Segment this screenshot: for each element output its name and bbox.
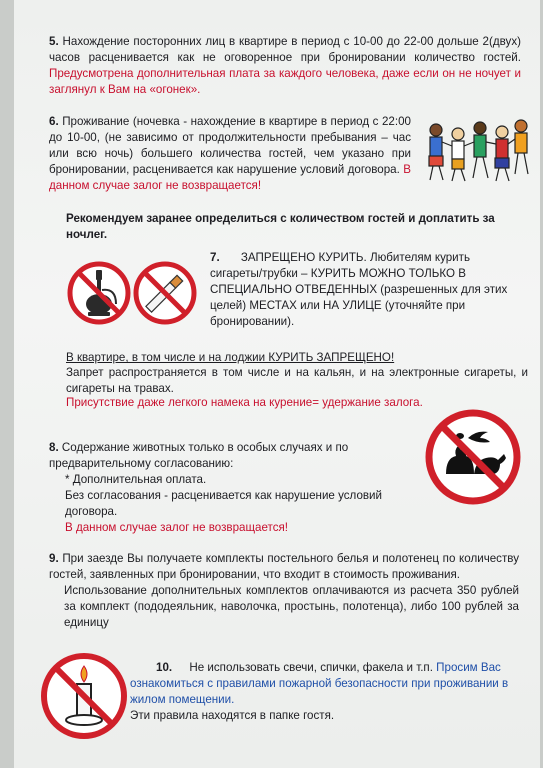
rules-page [14, 0, 540, 768]
rule-7-extra: Запрет распространяется в том числе и на кальян, и на электронные сигареты, и сигареты на травах. [66, 366, 528, 395]
no-candles-icon [40, 652, 128, 740]
rule-warning: В данном случае залог не возвращается! [49, 163, 411, 192]
rule-text: При заезде Вы получаете комплекты постельного белья и полотенец по количеству гостей, заявленных при бронировании, что входит в стоимость проживания. [49, 552, 519, 581]
rule-6-recommendation: Рекомендуем заранее определиться с количеством гостей и доплатить за ночлег. [66, 212, 495, 241]
rule-text: Не использовать свечи, спички, факела и т.п. [189, 661, 433, 674]
rule-10 [130, 660, 530, 724]
rule-6 [49, 114, 411, 194]
rule-10-location: Эти правила находятся в папке гостя. [130, 709, 335, 722]
rule-5 [49, 34, 521, 98]
rule-8 [49, 440, 419, 536]
rule-8-violation: Без согласования - расценивается как нарушение условий договора. [65, 489, 383, 518]
dancing-people-icon [422, 112, 532, 184]
rule-warning: Предусмотрена дополнительная плата за каждого человека, даже если он не ночует и заглянул к Вам на «огонек». [49, 67, 521, 96]
rule-9 [49, 551, 519, 631]
rule-number: 8. [49, 441, 59, 454]
rule-number: 7. [210, 251, 220, 264]
rule-text: Нахождение посторонних лиц в квартире в период с 10-00 до 22-00 дольше 2(двух) часов расценивается как не оговоренное при бронировании количество гостей. [49, 35, 521, 64]
rule-text: Содержание животных только в особых случаях и по предварительному согласованию: [49, 441, 349, 470]
no-pets-icon [424, 408, 522, 506]
fire-safety-notice: Просим Вас ознакомиться с правилами пожарной безопасности при проживании в жилом помещении. [130, 661, 509, 706]
rule-9-extra: Использование дополнительных комплектов оплачиваются из расчета 350 рублей за комплект (пододеяльник, наволочка, простынь, полотенца), либо 100 рублей за единицу [64, 584, 519, 629]
rule-warning: В данном случае залог не возвращается! [65, 521, 288, 534]
no-hookah-icon [66, 260, 132, 326]
no-smoking-icon [132, 260, 198, 326]
rule-number: 9. [49, 552, 59, 565]
rule-number: 5. [49, 35, 59, 48]
rule-text: Проживание (ночевка - нахождение в квартире в период с 22:00 до 10-00, (не зависимо от продолжительности пребывания – час или всю ночь) большего количества гостей, чем указано при бронировании, расценивается как нарушение условий договора. [49, 115, 411, 176]
rule-7-underlined: В квартире, в том числе и на лоджии КУРИТЬ ЗАПРЕЩЕНО! [66, 351, 395, 364]
rule-7-warning: Присутствие даже легкого намека на курение= удержание залога. [66, 396, 423, 409]
rule-number: 10. [156, 661, 173, 674]
rule-number: 6. [49, 115, 59, 128]
rule-8-paid: * Дополнительная оплата. [65, 473, 207, 486]
rule-7 [210, 250, 510, 330]
rule-text: ЗАПРЕЩЕНО КУРИТЬ. Любителям курить сигареты/трубки – КУРИТЬ МОЖНО ТОЛЬКО В СПЕЦИАЛЬНО ОТВЕДЕННЫХ (разрешенных для этих целей) МЕСТАХ или НА УЛИЦЕ (уточняйте при бронировании). [210, 251, 508, 328]
